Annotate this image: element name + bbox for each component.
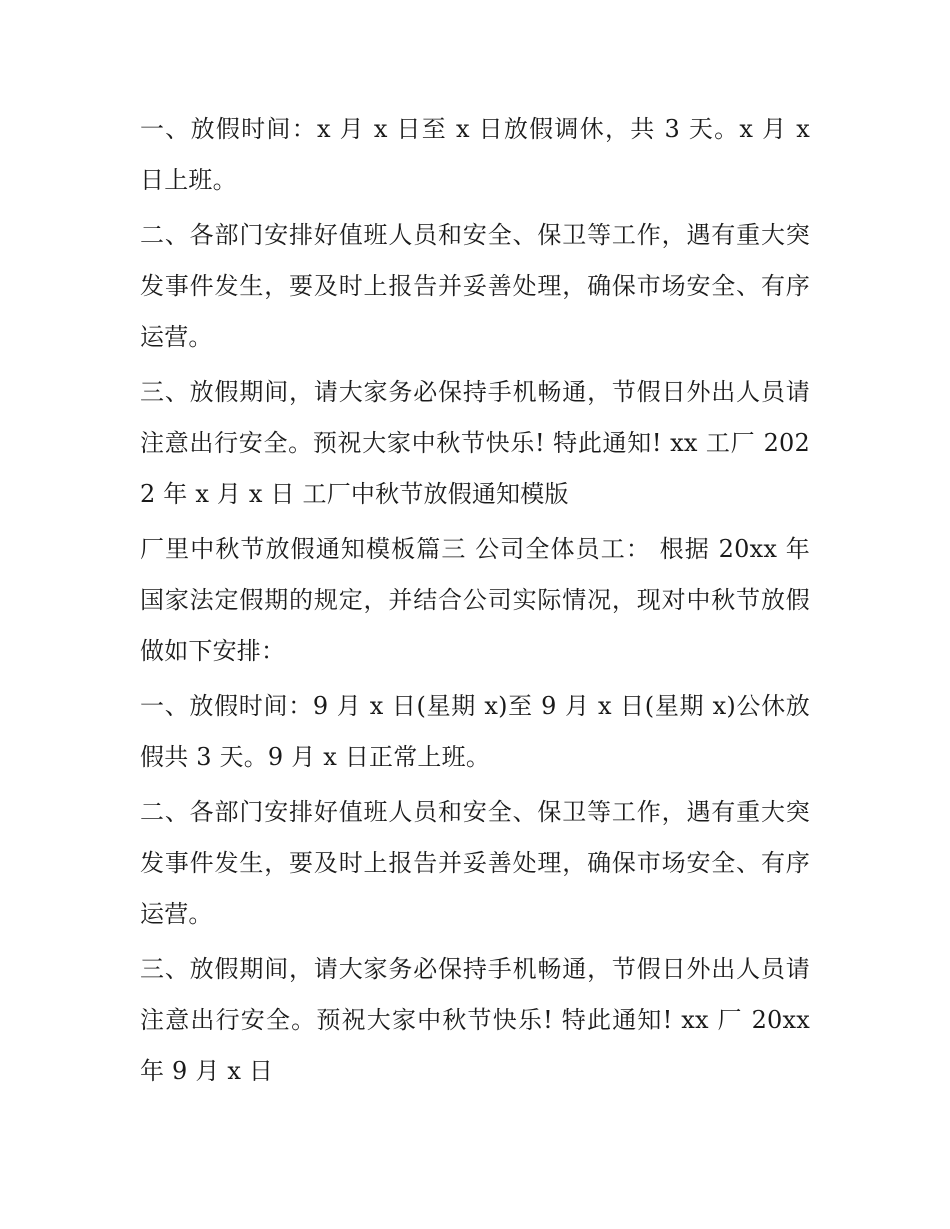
paragraph-holiday-period-notice-2: 三、放假期间，请大家务必保持手机畅通，节假日外出人员请注意出行安全。预祝大家中秋节快乐! 特此通知! xx 厂 20xx 年 9 月 x 日 — [140, 955, 818, 1085]
paragraph-duty-arrangement-2: 二、各部门安排好值班人员和安全、保卫等工作，遇有重大突发事件发生，要及时上报告并妥善处理，确保市场安全、有序运营。 — [140, 798, 810, 928]
paragraph-notice-template-intro: 厂里中秋节放假通知模板篇三 公司全体员工： 根据 20xx 年国家法定假期的规定，并结合公司实际情况，现对中秋节放假做如下安排： — [140, 535, 810, 665]
paragraph-holiday-period-notice: 三、放假期间，请大家务必保持手机畅通，节假日外出人员请注意出行安全。预祝大家中秋节快乐! 特此通知! xx 工厂 2022 年 x 月 x 日 工厂中秋节放假通知模版 — [140, 378, 810, 508]
paragraph-duty-arrangement: 二、各部门安排好值班人员和安全、保卫等工作，遇有重大突发事件发生，要及时上报告并妥善处理，确保市场安全、有序运营。 — [140, 221, 810, 351]
paragraph-holiday-time: 一、放假时间：x 月 x 日至 x 日放假调休，共 3 天。x 月 x 日上班。 — [140, 115, 818, 194]
paragraph-holiday-time-2: 一、放假时间：9 月 x 日(星期 x)至 9 月 x 日(星期 x)公休放假共 3 天。9 月 x 日正常上班。 — [140, 692, 810, 771]
document-body — [140, 104, 818, 1101]
